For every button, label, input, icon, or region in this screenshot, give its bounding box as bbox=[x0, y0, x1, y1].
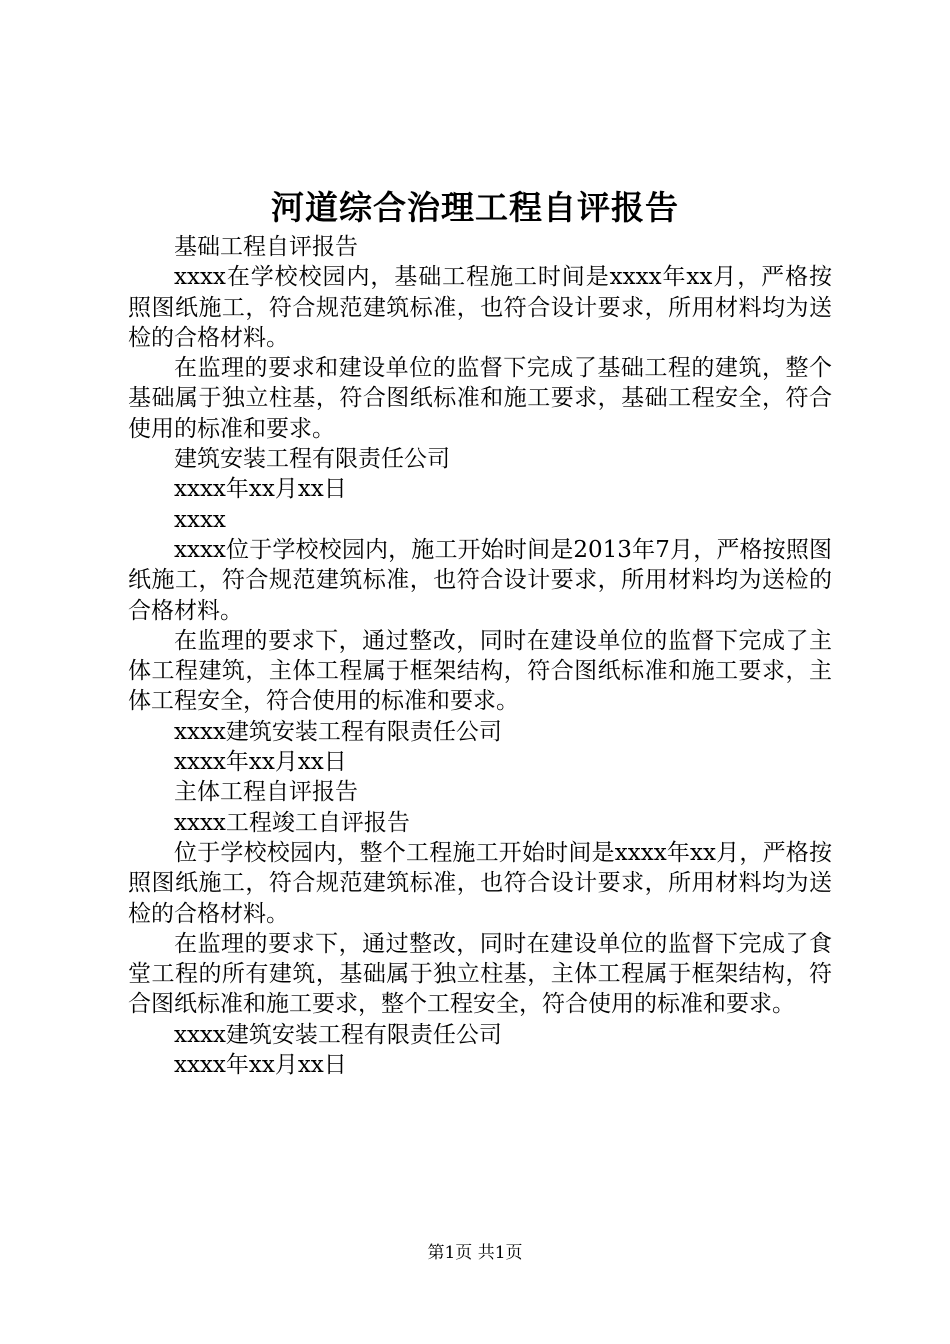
paragraph-2: xxxx在学校校园内，基础工程施工时间是xxxx年xx月，严格按照图纸施工，符合规范建筑标准，也符合设计要求，所用材料均为送检的合格材料。 bbox=[128, 264, 832, 351]
paragraph-15: xxxx建筑安装工程有限责任公司 bbox=[174, 1021, 502, 1048]
paragraph-16: xxxx年xx月xx日 bbox=[174, 1052, 347, 1079]
paragraph-6: xxxx bbox=[174, 506, 226, 533]
paragraph-14: 在监理的要求下，通过整改，同时在建设单位的监督下完成了食堂工程的所有建筑，基础属于独立柱基，主体工程属于框架结构，符合图纸标准和施工要求，整个工程安全，符合使用的标准和要求。 bbox=[128, 930, 832, 1018]
paragraph-7: xxxx位于学校校园内，施工开始时间是2013年7月，严格按照图纸施工，符合规范建筑标准，也符合设计要求，所用材料均为送检的合格材料。 bbox=[128, 536, 832, 624]
paragraph-1: 基础工程自评报告 bbox=[174, 234, 358, 260]
paragraph-10: xxxx年xx月xx日 bbox=[174, 749, 347, 776]
paragraph-3: 在监理的要求和建设单位的监督下完成了基础工程的建筑，整个基础属于独立柱基，符合图纸标准和施工要求，基础工程安全，符合使用的标准和要求。 bbox=[128, 355, 832, 442]
page-footer: 第1页 共1页 bbox=[427, 1243, 523, 1263]
document-body bbox=[128, 232, 832, 1080]
paragraph-9: xxxx建筑安装工程有限责任公司 bbox=[174, 718, 502, 745]
paragraph-8: 在监理的要求下，通过整改，同时在建设单位的监督下完成了主体工程建筑，主体工程属于框架结构，符合图纸标准和施工要求，主体工程安全，符合使用的标准和要求。 bbox=[128, 627, 832, 715]
paragraph-4: 建筑安装工程有限责任公司 bbox=[174, 446, 450, 473]
paragraph-5: xxxx年xx月xx日 bbox=[174, 476, 347, 503]
document-title: 河道综合治理工程自评报告 bbox=[271, 188, 679, 227]
paragraph-13: 位于学校校园内，整个工程施工开始时间是xxxx年xx月，严格按照图纸施工，符合规范建筑标准，也符合设计要求，所用材料均为送检的合格材料。 bbox=[128, 839, 832, 927]
paragraph-11: 主体工程自评报告 bbox=[174, 779, 358, 806]
paragraph-12: xxxx工程竣工自评报告 bbox=[174, 809, 410, 836]
